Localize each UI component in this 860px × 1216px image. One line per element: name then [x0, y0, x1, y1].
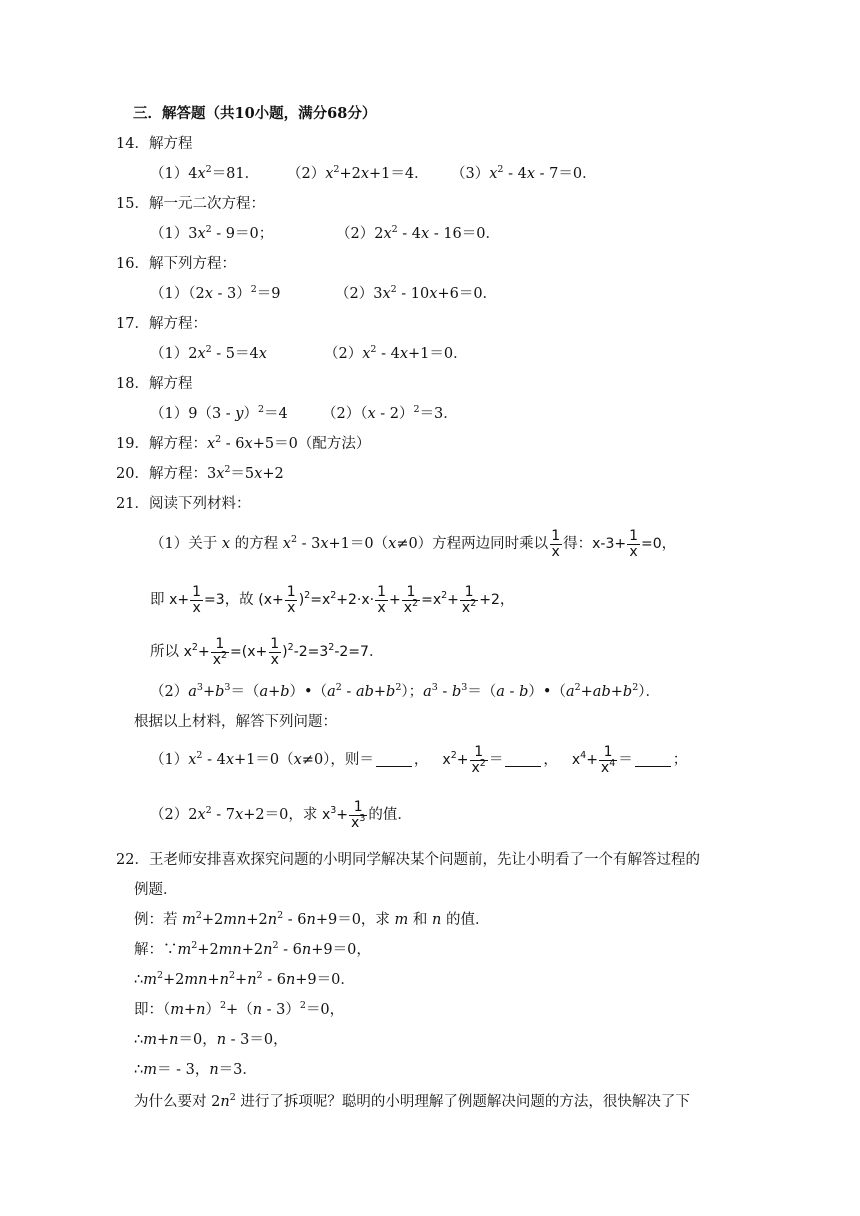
q14-part-1	[150, 164, 259, 184]
question-number: 15．	[116, 196, 149, 212]
question-15	[116, 194, 265, 214]
q22-stem-2: 例题．	[134, 882, 178, 898]
question-stem: 阅读下列材料：	[148, 496, 251, 512]
question-stem: 解方程：	[148, 316, 207, 332]
question-stem: 解方程	[148, 136, 193, 152]
q16-part-1-text: （1）（2x - 3）$^2$＝9	[150, 284, 281, 302]
q17-part-2	[324, 344, 468, 364]
q18-part-2-text: （2）（x - 2）$^2$＝3．	[322, 404, 458, 422]
section-title: 三．解答题（共10小题，满分68分）	[133, 105, 377, 122]
question-number: 14．	[116, 136, 149, 152]
q17-part-1-text: $(1)2x^2 - 5=4x$	[150, 344, 267, 362]
q18-part-2	[322, 404, 458, 424]
question-number: 21．	[116, 496, 149, 512]
question-14	[116, 134, 192, 154]
q14-part-3-text: $(3)x^2 - 4x - 7=0$．	[451, 164, 597, 182]
q22-step-1: 解：$\because m^2+2mn+2n^2 - 6n+9=0$，	[134, 940, 371, 958]
q22-step-3: 即：$(m+n)^2+(n - 3)^2=0$，	[134, 1000, 345, 1018]
q16-part-2	[335, 284, 497, 304]
q16-part-2-text: $(2)3x^2 - 10x+6=0$．	[335, 284, 498, 302]
q14-part-2	[287, 164, 429, 184]
q22-step-5: ∴m＝ - 3，n＝3．	[134, 1062, 257, 1078]
question-stem: 解方程：$3x^2=5x+2$	[148, 464, 284, 482]
q18-part-1	[150, 404, 288, 424]
question-17	[116, 314, 207, 334]
question-number: 19．	[116, 436, 149, 452]
q21-material-5: 根据以上材料，解答下列问题：	[134, 714, 337, 730]
q22-example: 例：若 $m^2+2mn+2n^2 - 6n+9=0$，求 m 和 n 的值．	[134, 910, 490, 928]
q14-part-1-text: $(1)4x^2=81$．	[150, 164, 260, 182]
question-number: 20．	[116, 466, 149, 482]
q14-part-2-text: $(2)x^2+2x+1=4$．	[287, 164, 429, 182]
answer-blank[interactable]	[505, 752, 541, 767]
question-16	[116, 254, 236, 274]
question-stem: 王老师安排喜欢探究问题的小明同学解决某个问题前，先让小明看了一个有解答过程的	[148, 852, 700, 868]
q22-step-4: ∴m+n＝0，n - 3＝0，	[134, 1032, 288, 1048]
question-21	[116, 494, 250, 514]
q22-step-2: $\therefore m^2+2mn+n^2+n^2 - 6n+9=0$．	[134, 970, 355, 988]
q22-tail: 为什么要对 $2n^2$ 进行了拆项呢？聪明的小明理解了例题解决问题的方法，很快解决了下	[134, 1092, 690, 1110]
question-number: 16．	[116, 256, 149, 272]
question-number: 18．	[116, 376, 149, 392]
answer-blank[interactable]	[376, 752, 412, 767]
q21-material-3: 所以 $x^2+$ $\frac{1}{x^2}$ =(x+ $\frac{1}{x}$ )$^2-2=3^2-2=7$．	[150, 635, 384, 668]
q15-part-1	[150, 224, 273, 244]
question-number: 22．	[116, 852, 149, 868]
question-19	[116, 434, 370, 454]
q16-part-1	[150, 284, 281, 304]
q21-answer-2: $(2)2x^2 - 7x+2=0$，求 $x^3+$ $\frac{1}{x^3}$ 的值．	[150, 798, 412, 831]
q21-material-4: $(2)a^3+b^3=(a+b)•(a^2 - ab+b^2)$；$a^3 - b^3=(a$ - $b)•(a^2+ab+b^2)$．	[150, 682, 660, 700]
question-number: 17．	[116, 316, 149, 332]
q15-part-2	[336, 224, 500, 244]
question-stem: 解方程	[148, 376, 193, 392]
q18-part-1-text: （1）9（3 - y）$^2$＝4	[150, 404, 288, 422]
q21-material-1: （1）关于 x 的方程 $x^2 - 3x+1=0(x\ne 0)$方程两边同时乘以 $\frac{1}{x}$ 得：x-3+ $\frac{1}{x}$ =0，	[150, 527, 677, 560]
answer-blank[interactable]	[635, 752, 671, 767]
question-stem: 解一元二次方程：	[148, 196, 265, 212]
q21-answer-1: $(1)x^2 - 4x+1=0(x\ne 0)$，则＝ ， $x^2+$ $\frac{1}{x^2}$ ＝ ， $x^4+$ $\frac{1}{x^4}$ ＝ ；	[150, 743, 688, 776]
question-20	[116, 464, 284, 484]
q14-part-3	[451, 164, 597, 184]
q21-material-2: 即 x+ $\frac{1}{x}$ =3，故 (x+ $\frac{1}{x}$ )$^2=x^2+2\cdot x\cdot$ $\frac{1}{x}$ + $\frac{1}{x^2}$ $=x^2+$ $\frac{1}{x^2}$ +2，	[150, 583, 515, 616]
question-18	[116, 374, 192, 394]
question-22	[116, 850, 700, 870]
q17-part-2-text: $(2)x^2 - 4x+1=0$．	[324, 344, 468, 362]
q15-part-2-text: $(2)2x^2 - 4x - 16=0$．	[336, 224, 501, 242]
question-stem: 解下列方程：	[148, 256, 236, 272]
question-stem: 解方程：$x^2 - 6x+5=0$（配方法）	[148, 434, 371, 452]
q17-part-1	[150, 344, 267, 364]
q15-part-1-text: $(1)3x^2 - 9=0$；	[150, 224, 274, 242]
